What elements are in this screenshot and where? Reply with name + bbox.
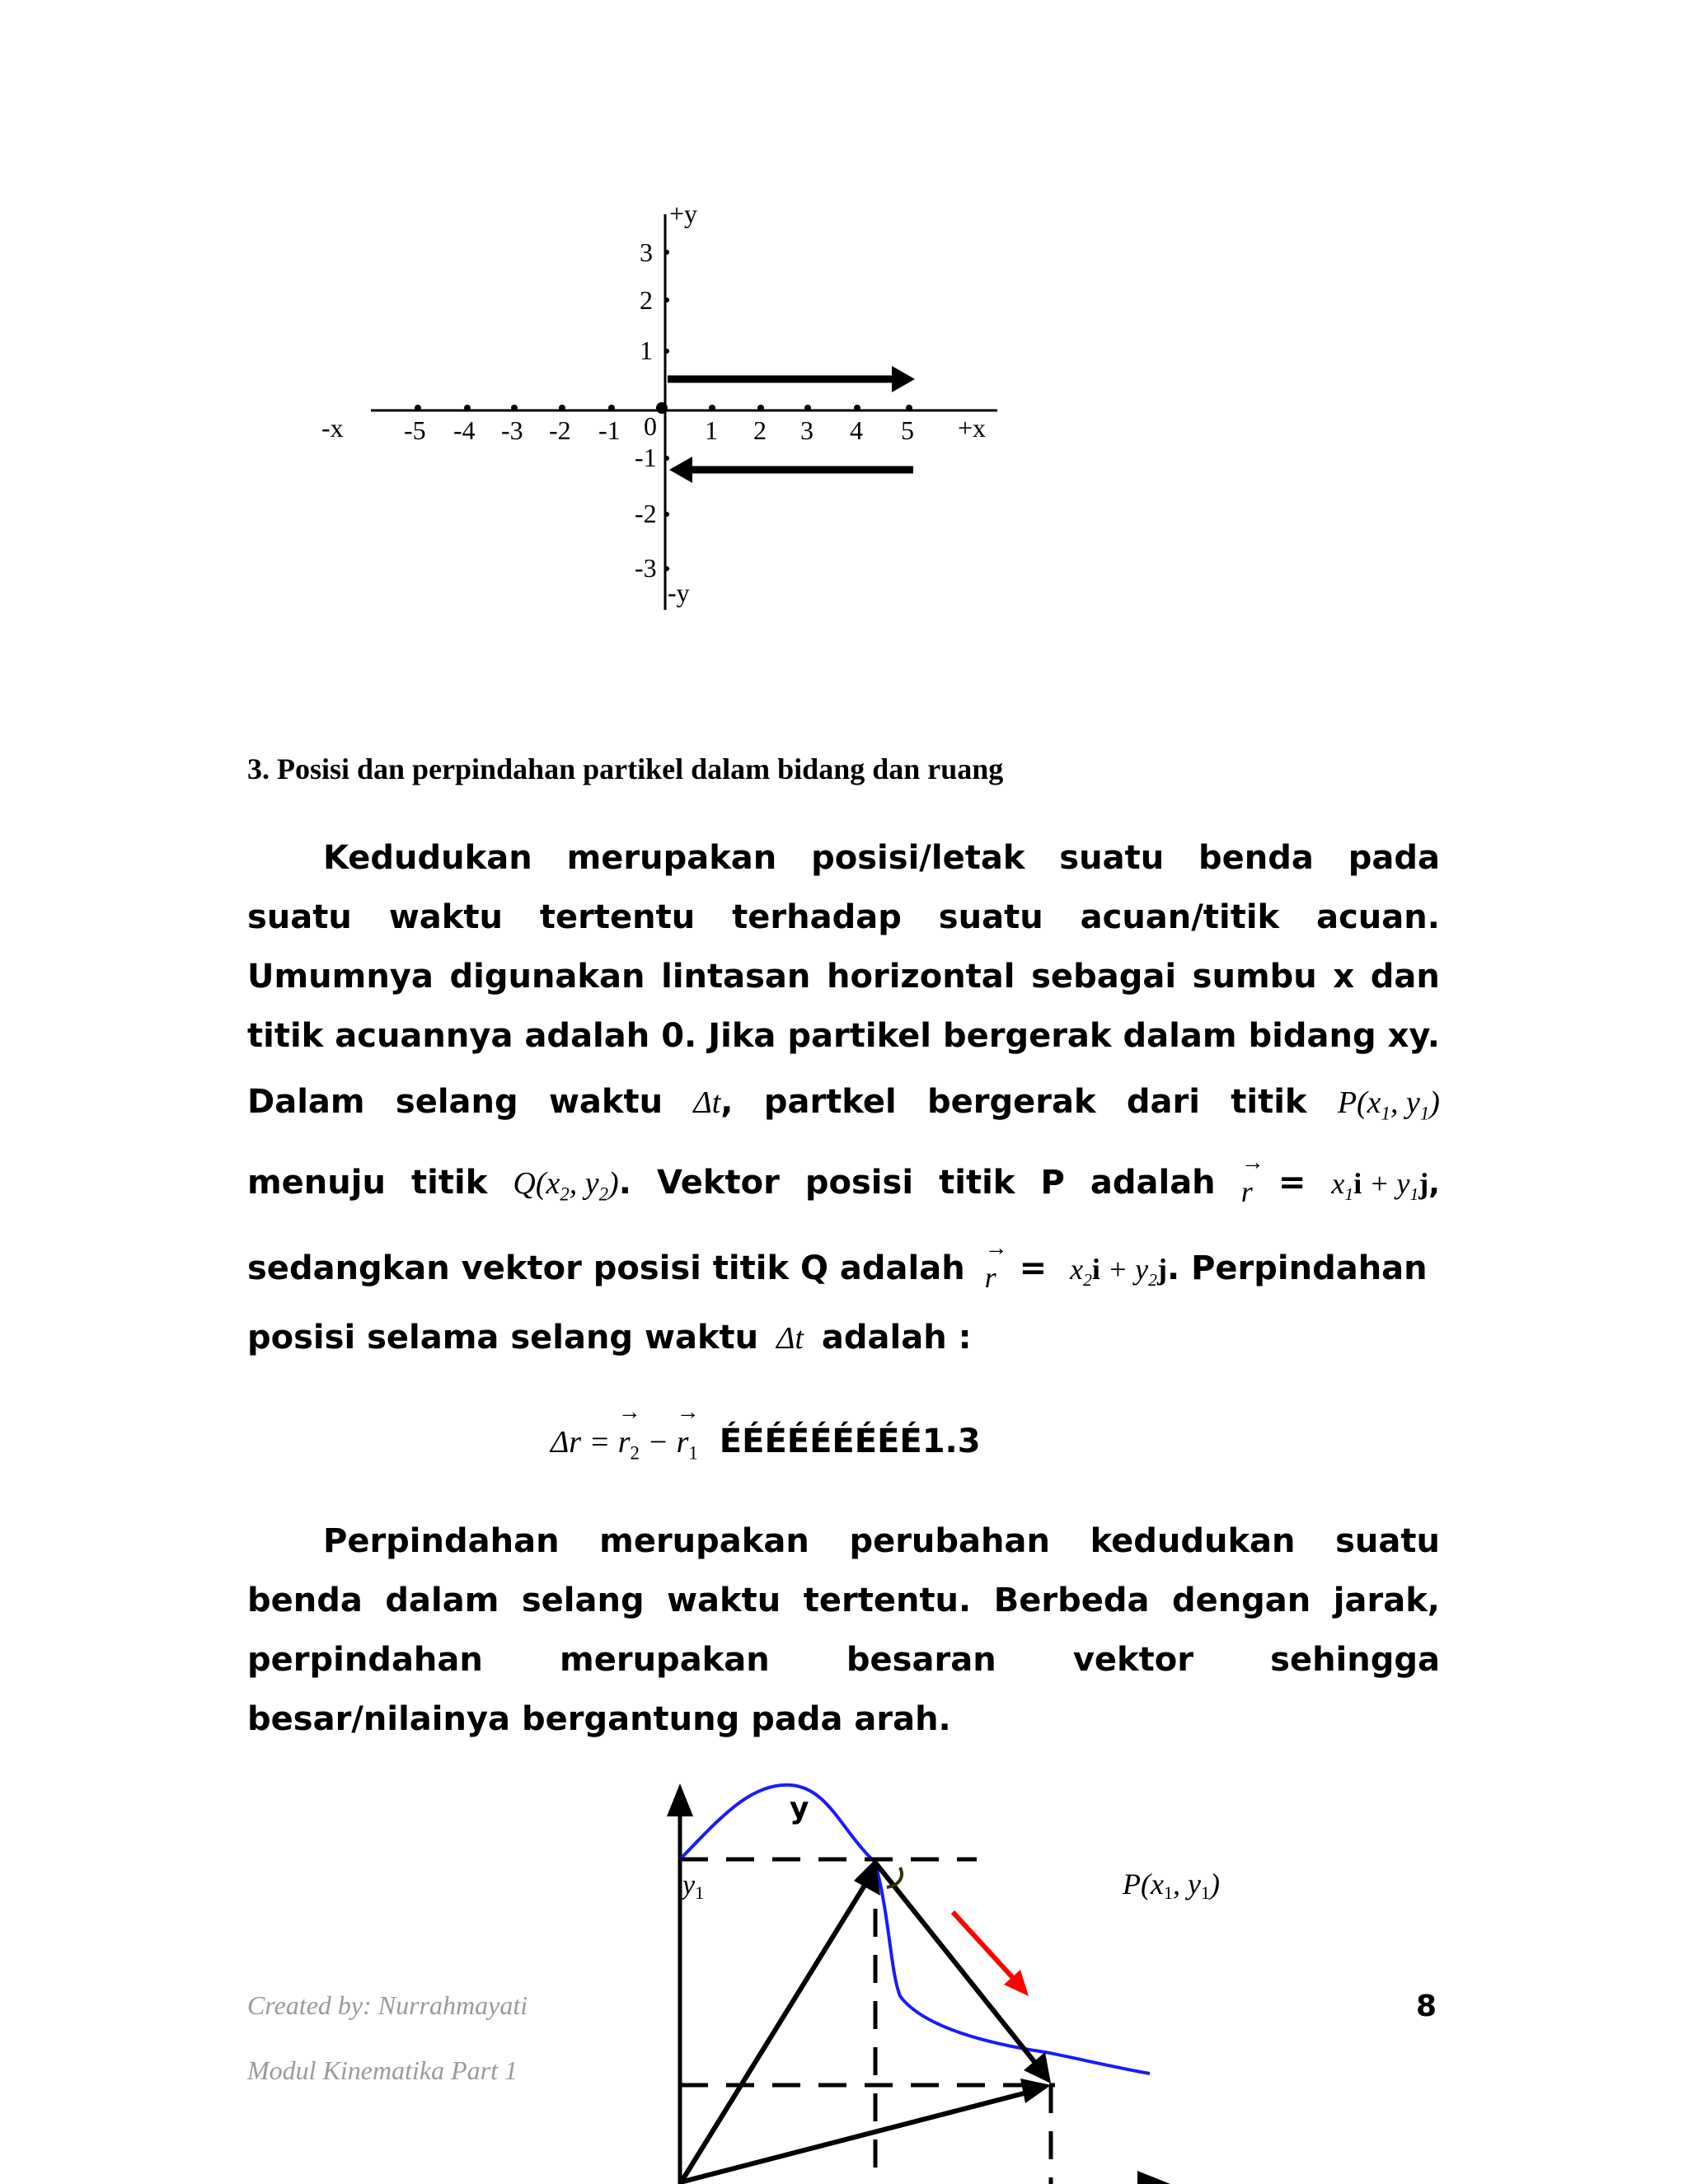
fig2-x-axis-head (1137, 2171, 1170, 2184)
q-text: , y (569, 1166, 599, 1201)
word: waktu (548, 1083, 663, 1121)
x-tick: 0 (644, 411, 657, 441)
word: titik (411, 1164, 488, 1202)
q-text: Q(x (513, 1166, 560, 1201)
x-tick: 3 (800, 415, 814, 445)
vector-r1 (676, 1399, 700, 1465)
word: horizontal (827, 958, 1015, 996)
word: partikel (787, 1017, 931, 1055)
expr-sub: 1 (1409, 1184, 1419, 1205)
word: bergerak (926, 1083, 1096, 1121)
vector-arrow: → (617, 1399, 641, 1425)
word: Umumnya (247, 958, 434, 996)
x-tick: -4 (453, 415, 476, 445)
p-text: , y (1172, 1868, 1201, 1900)
text-run: posisi selama selang waktu (247, 1319, 759, 1357)
x-pos-label: +x (958, 413, 987, 443)
word: sehingga (1270, 1641, 1440, 1679)
word: posisi/letak (811, 839, 1025, 877)
word: menuju (247, 1164, 386, 1202)
p-sub: 1 (1419, 1103, 1430, 1124)
comma: , (1428, 1167, 1440, 1201)
vector-r2-head (1020, 2079, 1051, 2103)
word: dalam (1123, 1017, 1237, 1055)
text-run: sedangkan vektor posisi titik Q adalah (247, 1249, 965, 1287)
word: partkel (763, 1083, 897, 1121)
word: pada (1348, 839, 1440, 877)
word: jarak, (1333, 1582, 1440, 1619)
p-sub: 1 (1163, 1882, 1173, 1903)
word: Vektor (656, 1164, 780, 1202)
p-text: P(x (1123, 1868, 1164, 1900)
para1-line-5 (247, 1083, 1440, 1125)
word: suatu (938, 898, 1043, 936)
word: xy. (1387, 1017, 1440, 1055)
word: sebagai (1031, 958, 1177, 996)
y-tick: 2 (640, 285, 653, 315)
footer-module: Modul Kinematika Part 1 (247, 2055, 518, 2085)
word: benda (247, 1582, 363, 1619)
expr-sub: 2 (1083, 1270, 1092, 1291)
y-tick: 1 (640, 335, 653, 365)
vector-arrow: → (1240, 1150, 1264, 1175)
x-tick: 5 (901, 415, 914, 445)
q-text: ) (608, 1166, 619, 1201)
vector-letter: r (984, 1261, 996, 1294)
vector-r (984, 1235, 1008, 1295)
word: benda (1198, 839, 1314, 877)
fig2-y1-label (680, 1870, 704, 1903)
word: dalam (385, 1582, 499, 1619)
word: dengan (1171, 1582, 1311, 1619)
x-neg-label: -x (321, 413, 344, 443)
arrow-left-head (669, 457, 692, 483)
equation-1-3 (551, 1399, 981, 1465)
math-delta-t: Δt (776, 1321, 804, 1356)
vector-letter: r (676, 1425, 689, 1460)
word: suatu (1335, 1522, 1440, 1560)
vector-sub: 1 (688, 1442, 698, 1464)
word: adalah (524, 1017, 650, 1055)
para1-line-8 (247, 1319, 1440, 1357)
word: titik (939, 1164, 1015, 1202)
word: P (1040, 1164, 1065, 1202)
x-tick: 4 (850, 415, 863, 445)
word: terhadap (732, 898, 902, 936)
trajectory-curve (680, 1785, 1150, 2074)
para1-line-2 (247, 898, 1440, 936)
para1-line-1 (323, 839, 1440, 877)
word: adalah (1090, 1164, 1216, 1202)
q-sub: 2 (598, 1183, 609, 1205)
word: lintasan (661, 958, 811, 996)
word: perpindahan (247, 1641, 483, 1679)
word: tertentu. (803, 1582, 972, 1619)
word: waktu (667, 1582, 781, 1619)
y-tick: -3 (635, 553, 657, 583)
p-text: P(x (1337, 1085, 1381, 1120)
p-sub: 1 (1381, 1103, 1390, 1124)
word: dan (1370, 958, 1440, 996)
y-pos-label: +y (669, 199, 698, 228)
expr-sub: 1 (1344, 1184, 1354, 1205)
para2-line-2 (247, 1582, 1440, 1619)
word: sumbu (1192, 958, 1317, 996)
eq-lhs: Δr = (551, 1425, 618, 1460)
x-tick: 1 (705, 415, 718, 445)
period: . (618, 1164, 631, 1202)
para1-line-3 (247, 958, 1440, 996)
equation-number: ÉÉÉÉÉÉÉÉÉ1.3 (719, 1422, 981, 1460)
para2-line-3 (247, 1641, 1440, 1679)
word: dari (1126, 1083, 1200, 1121)
p-text: ) (1209, 1868, 1220, 1900)
word: waktu (388, 898, 503, 936)
word: suatu (247, 898, 352, 936)
y1-text: y (682, 1870, 696, 1900)
word: titik (247, 1017, 324, 1055)
y-tick: -2 (635, 499, 657, 528)
para1-line-4 (247, 1017, 1440, 1055)
word: selang (395, 1083, 518, 1121)
expr-sub: 2 (1148, 1270, 1157, 1291)
p-text: , y (1390, 1085, 1420, 1120)
comma: , (720, 1083, 734, 1121)
eq-minus: − (639, 1425, 677, 1460)
x-tick: -5 (404, 415, 426, 445)
word: Jika (708, 1017, 776, 1055)
point-p (1338, 1085, 1440, 1125)
word: kedudukan (1090, 1522, 1296, 1560)
para2-line-1 (323, 1522, 1440, 1560)
unit-i: i (1091, 1253, 1100, 1286)
figure-number-line (313, 198, 1022, 626)
y-tick: -1 (635, 443, 657, 472)
expr-y: + y (1362, 1167, 1410, 1200)
vector-r2-arrow (680, 2092, 1030, 2182)
word: bidang (1248, 1017, 1376, 1055)
y1-sub: 1 (695, 1882, 705, 1903)
word: 0. (661, 1017, 697, 1055)
math-delta-t: Δt (693, 1085, 721, 1120)
para1-line-6 (247, 1150, 1440, 1208)
word: acuan. (1316, 898, 1440, 936)
expr-x: x (1331, 1167, 1345, 1200)
figure-displacement (643, 1772, 1236, 2184)
fig2-point-p-label (1122, 1868, 1220, 1903)
vector-r (1240, 1150, 1264, 1209)
vector-r1-arrow (680, 1877, 870, 2184)
expr-y: + y (1100, 1253, 1149, 1286)
fig2-y-label: y (790, 1792, 809, 1825)
p-text: ) (1429, 1085, 1440, 1120)
expr-x: x (1070, 1253, 1084, 1286)
para2-line-4: besar/nilainya bergantung pada arah. (247, 1700, 951, 1738)
word: acuannya (335, 1017, 513, 1055)
vector-q-expr (1070, 1253, 1167, 1291)
x-tick: -3 (501, 415, 523, 445)
x-tick: 2 (753, 415, 767, 445)
word: Perpindahan (323, 1522, 560, 1560)
y-neg-label: -y (668, 578, 690, 607)
word: merupakan (599, 1522, 809, 1560)
equals: = (1019, 1249, 1048, 1287)
p-sub: 1 (1200, 1882, 1210, 1903)
displacement-arrow (875, 1863, 1039, 2067)
point-q (513, 1164, 631, 1206)
unit-j: j (1156, 1253, 1167, 1286)
section-heading: 3. Posisi dan perpindahan partikel dalam bidang dan ruang (247, 752, 1004, 785)
vector-p-expr (1331, 1166, 1440, 1205)
word: titik (1231, 1083, 1307, 1121)
page-number: 8 (1416, 1990, 1437, 2023)
vector-arrow: → (984, 1235, 1008, 1261)
word: posisi (804, 1164, 914, 1202)
word: Berbeda (993, 1582, 1150, 1619)
unit-i: i (1353, 1167, 1362, 1200)
word: merupakan (566, 839, 777, 877)
arrow-right-head (892, 366, 915, 392)
delta-t (693, 1083, 733, 1121)
word: vektor (1072, 1641, 1193, 1679)
word: Dalam (247, 1083, 365, 1121)
q-sub: 2 (560, 1183, 570, 1205)
word: perubahan (849, 1522, 1050, 1560)
vector-arrow: → (676, 1399, 700, 1425)
equals: = (1278, 1164, 1306, 1202)
para1-line-7 (247, 1235, 1440, 1294)
vector-letter: r (617, 1425, 631, 1460)
fig2-y-axis-head (667, 1783, 693, 1816)
y-tick: 3 (640, 237, 653, 267)
vector-r2 (617, 1399, 641, 1465)
unit-j: j (1418, 1167, 1429, 1200)
word: suatu (1059, 839, 1165, 877)
x-tick: -2 (549, 415, 571, 445)
vector-sub: 2 (630, 1442, 640, 1464)
word: acuan/titik (1080, 898, 1280, 936)
word: x (1333, 958, 1355, 996)
vector-letter: r (1240, 1175, 1253, 1208)
word: selang (521, 1582, 645, 1619)
word: Kedudukan (323, 839, 532, 877)
footer-author: Created by: Nurrahmayati (247, 1990, 528, 2020)
text-run: . Perpindahan (1166, 1249, 1428, 1287)
word: digunakan (449, 958, 645, 996)
word: besaran (846, 1641, 996, 1679)
word: bergerak (942, 1017, 1112, 1055)
x-tick: -1 (598, 415, 621, 445)
word: tertentu (539, 898, 696, 936)
word: merupakan (560, 1641, 770, 1679)
text-run: adalah : (821, 1319, 972, 1357)
